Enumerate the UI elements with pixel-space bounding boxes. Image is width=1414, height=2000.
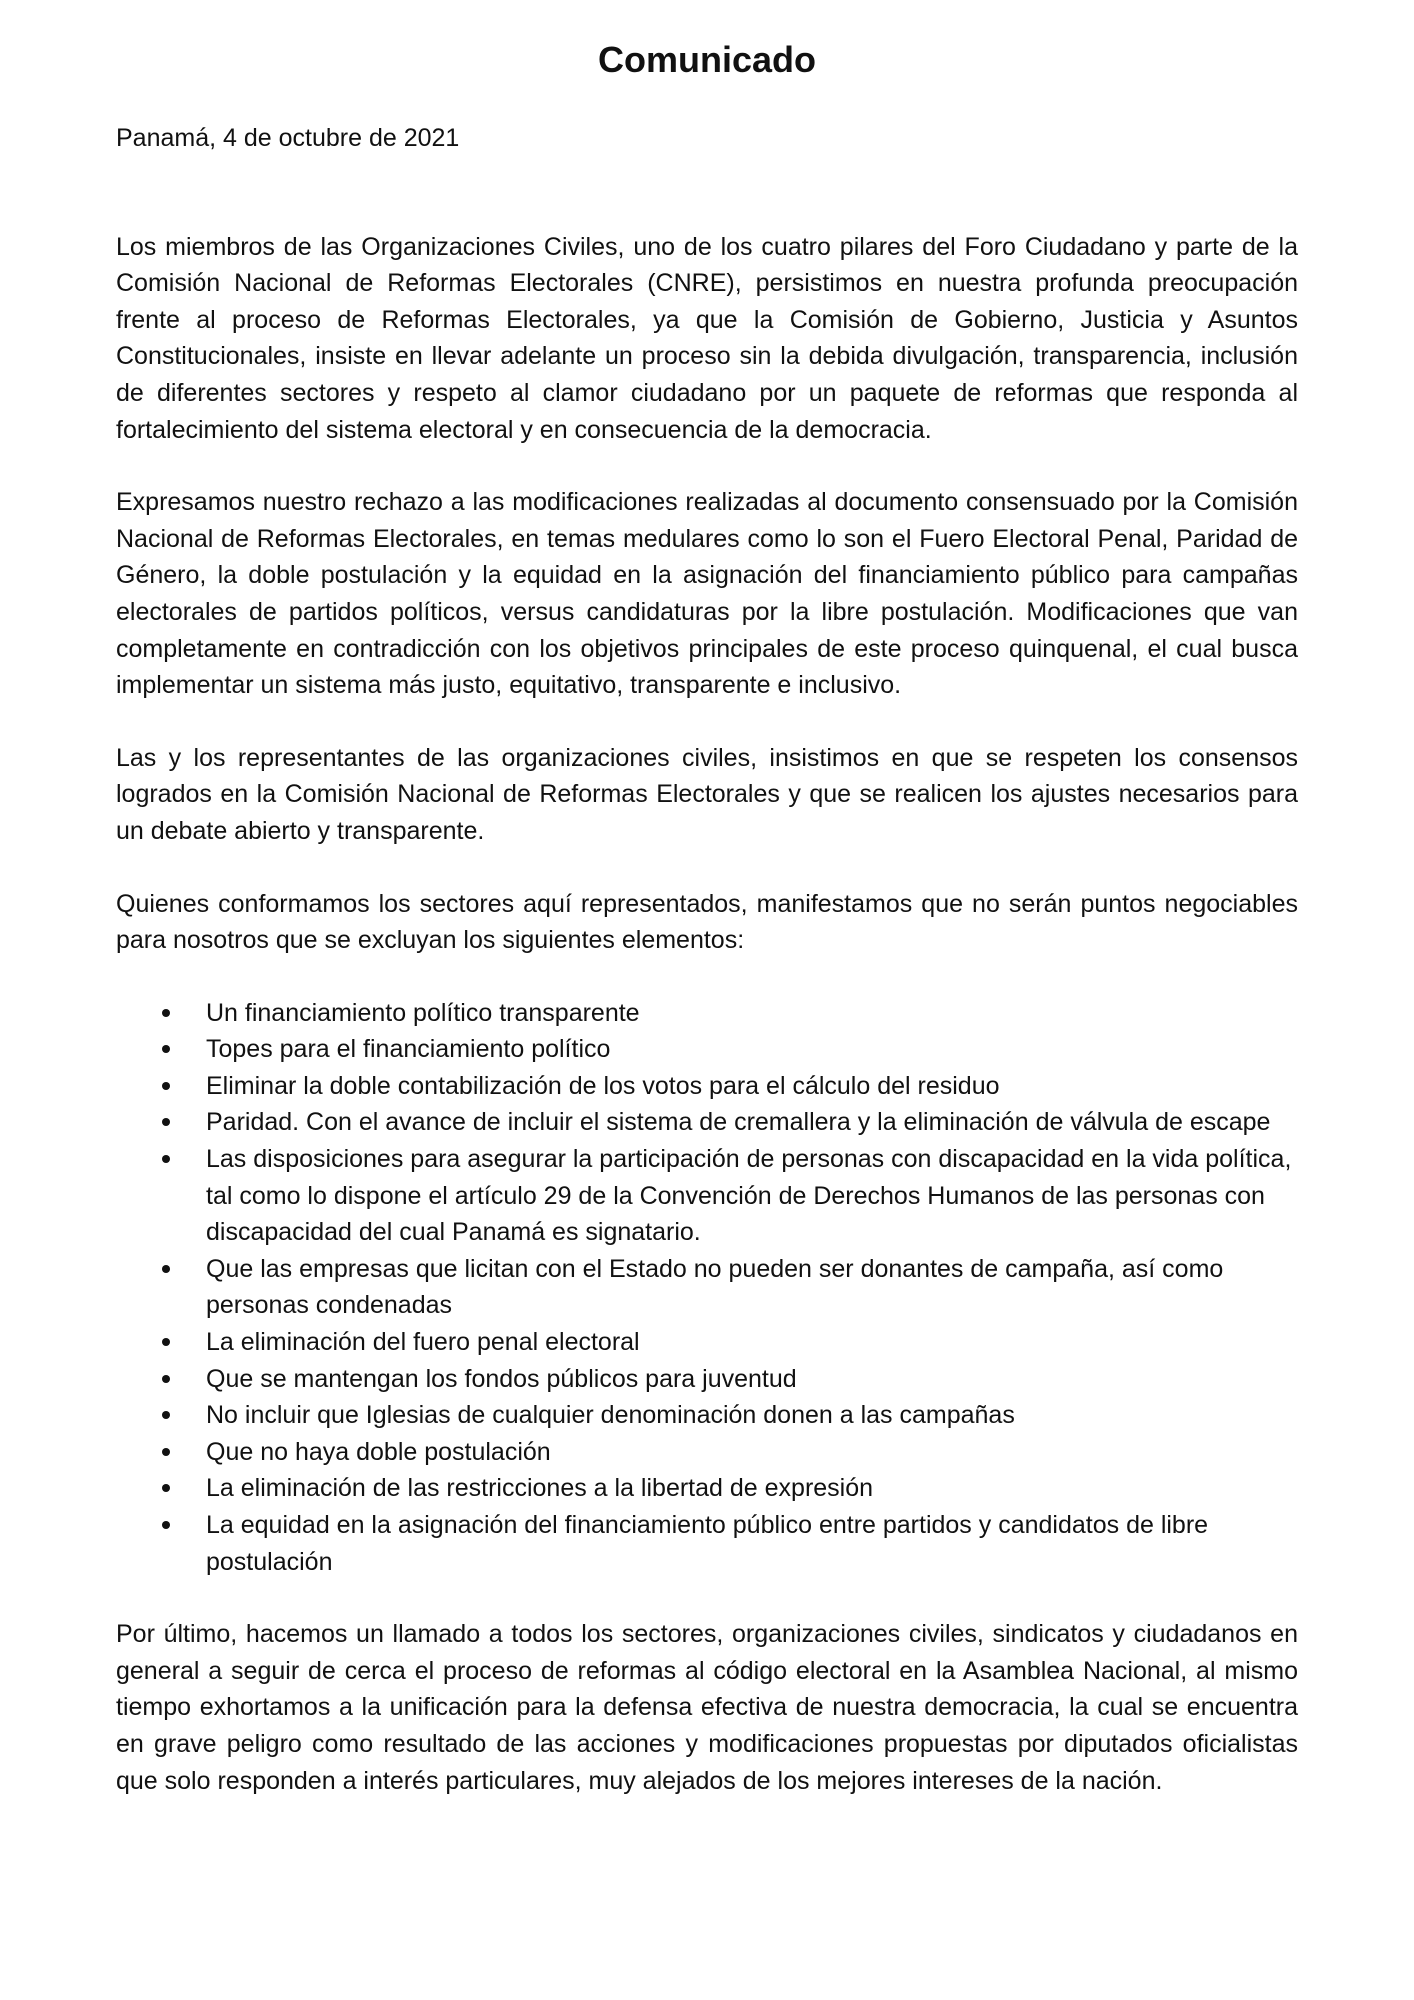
list-item — [116, 1031, 1298, 1068]
bullet-icon — [162, 1521, 170, 1529]
list-item-text: La equidad en la asignación del financiamiento público entre partidos y candidatos de libre postulación — [206, 1511, 1209, 1576]
bullet-icon — [162, 1082, 170, 1090]
list-item — [116, 1507, 1298, 1580]
list-item — [116, 1141, 1298, 1251]
list-item-text: Topes para el financiamiento político — [206, 1035, 611, 1064]
document-page — [116, 38, 1298, 1799]
list-item-text: Que las empresas que licitan con el Estado no pueden ser donantes de campaña, así como personas condenadas — [206, 1254, 1224, 1320]
bullet-icon — [162, 1155, 170, 1163]
list-item — [116, 1470, 1298, 1507]
list-item-text: Que no haya doble postulación — [206, 1437, 551, 1466]
list-item — [116, 995, 1298, 1032]
list-item — [116, 1068, 1298, 1105]
list-item — [116, 1397, 1298, 1434]
bullet-icon — [162, 1448, 170, 1456]
bullet-icon — [162, 1045, 170, 1053]
list-item-text: No incluir que Iglesias de cualquier denominación donen a las campañas — [206, 1401, 1015, 1430]
bullet-icon — [162, 1411, 170, 1419]
paragraph-2: Expresamos nuestro rechazo a las modificaciones realizadas al documento consensuado por la Comisión Nacional de Reformas Electorales, en temas medulares como lo son el Fuero Electoral Penal, Paridad de Género, la doble postulación y la equidad en la asignación del financiamiento público para campañas electorales de partidos políticos, versus candidaturas por la libre postulación. Modificaciones que van completamente en contradicción con los objetivos principales de este proceso quinquenal, el cual busca implementar un sistema más justo, equitativo, transparente e inclusivo. — [116, 488, 1298, 700]
list-item — [116, 1434, 1298, 1471]
list-item-text: Eliminar la doble contabilización de los votos para el cálculo del residuo — [206, 1071, 1000, 1100]
closing-paragraph: Por último, hacemos un llamado a todos los sectores, organizaciones civiles, sindicatos y ciudadanos en general a seguir de cerca el proceso de reformas al código electoral en la Asamblea Nacional, al mismo tiempo exhortamos a la unificación para la defensa efectiva de nuestra democracia, la cual se encuentra en grave peligro como resultado de las acciones y modificaciones propuestas por diputados oficialistas que solo responden a interés particulares, muy alejados de los mejores intereses de la nación. — [116, 1620, 1298, 1795]
document-title: Comunicado — [597, 39, 816, 80]
paragraph-3: Las y los representantes de las organizaciones civiles, insistimos en que se respeten los consensos logrados en la Comisión Nacional de Reformas Electorales y que se realicen los ajustes necesarios para un debate abierto y transparente. — [116, 743, 1298, 845]
non-negotiable-list — [116, 995, 1298, 1581]
list-item — [116, 1361, 1298, 1398]
document-date: Panamá, 4 de octubre de 2021 — [116, 124, 460, 152]
bullet-icon — [162, 1009, 170, 1017]
paragraph-4: Quienes conformamos los sectores aquí representados, manifestamos que no serán puntos negociables para nosotros que se excluyan los siguientes elementos: — [116, 889, 1298, 955]
list-item-text: Paridad. Con el avance de incluir el sistema de cremallera y la eliminación de válvula de escape — [206, 1108, 1271, 1137]
list-item-text: Un financiamiento político transparente — [206, 998, 640, 1027]
list-item — [116, 1104, 1298, 1141]
paragraph-1: Los miembros de las Organizaciones Civiles, uno de los cuatro pilares del Foro Ciudadano y parte de la Comisión Nacional de Reformas Electorales (CNRE), persistimos en nuestra profunda preocupación frente al proceso de Reformas Electorales, ya que la Comisión de Gobierno, Justicia y Asuntos Constitucionales, insiste en llevar adelante un proceso sin la debida divulgación, transparencia, inclusión de diferentes sectores y respeto al clamor ciudadano por un paquete de reformas que responda al fortalecimiento del sistema electoral y en consecuencia de la democracia. — [116, 232, 1298, 444]
bullet-icon — [162, 1484, 170, 1492]
list-item-text: La eliminación de las restricciones a la libertad de expresión — [206, 1474, 874, 1503]
bullet-icon — [162, 1338, 170, 1346]
list-item-text: Que se mantengan los fondos públicos para juventud — [206, 1364, 797, 1393]
list-item-text: Las disposiciones para asegurar la participación de personas con discapacidad en la vida política, tal como lo dispone el artículo 29 de la Convención de Derechos Humanos de las personas con discapacidad del cual Panamá es signatario. — [206, 1145, 1292, 1247]
list-item-text: La eliminación del fuero penal electoral — [206, 1328, 640, 1357]
bullet-icon — [162, 1265, 170, 1273]
list-item — [116, 1251, 1298, 1324]
bullet-icon — [162, 1375, 170, 1383]
bullet-icon — [162, 1118, 170, 1126]
list-item — [116, 1324, 1298, 1361]
